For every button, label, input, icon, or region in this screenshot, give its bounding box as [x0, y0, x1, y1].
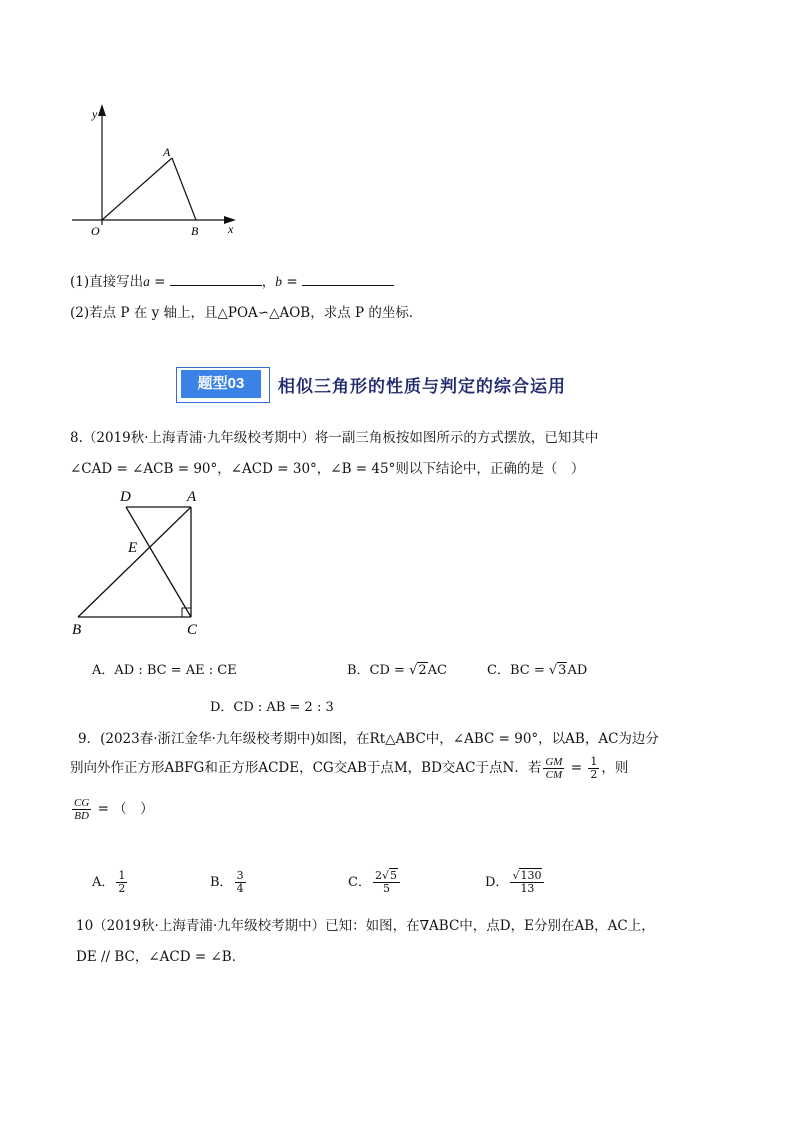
q9-option-c-den: 5 — [382, 882, 390, 895]
section-title: 相似三角形的性质与判定的综合运用 — [278, 377, 566, 397]
q9-option-c-value — [373, 870, 400, 895]
q10-line2: DE // BC，∠ACD = ∠B． — [76, 949, 246, 965]
q9-option-b-value — [235, 870, 246, 895]
q9-option-d-num: √130 — [510, 870, 544, 883]
label-a: A — [187, 489, 197, 505]
q8-line1: 8.（2019秋·上海青浦·九年级校考期中）将一副三角板按如图所示的方式摆放，已知其中 — [70, 430, 599, 446]
label-a: A — [163, 145, 171, 159]
q7-eq-a: = — [149, 274, 170, 290]
q9-option-d-label: D． — [485, 875, 509, 890]
q7-blank-a[interactable] — [170, 273, 262, 286]
q8-triangle-figure — [64, 482, 214, 642]
label-b: B — [191, 224, 199, 238]
section-tag: 题型03 — [181, 370, 261, 398]
q8-option-b-suffix: AC — [427, 663, 448, 678]
q8-option-b-root: 2 — [418, 663, 427, 678]
coordinate-graph — [60, 100, 250, 245]
q7-part1 — [70, 270, 394, 290]
q9-line3 — [70, 797, 154, 822]
q7-eq-b: = — [282, 274, 302, 290]
q9-line2 — [70, 756, 628, 781]
q9-option-b[interactable] — [210, 870, 248, 895]
q7-comma: ， — [261, 274, 276, 290]
segment-dc — [126, 507, 191, 617]
q8-option-a[interactable]: A．AD : BC = AE : CE — [92, 663, 237, 678]
label-y: y — [92, 107, 98, 121]
q9-option-b-num: 3 — [236, 869, 244, 882]
q7-a-var: a — [143, 274, 150, 289]
q9-option-d-value — [510, 870, 544, 895]
q9-option-a-value — [116, 870, 127, 895]
q9-option-a-label: A． — [92, 875, 115, 890]
q9-half — [588, 756, 599, 781]
q9-gm: GM — [545, 756, 563, 768]
q9-bd: BD — [74, 810, 89, 822]
q9-option-b-label: B． — [210, 875, 233, 890]
q9-ask: = （ ） — [93, 801, 154, 817]
q8-option-c-suffix: AD — [567, 663, 588, 678]
q8-option-c-root: 3 — [558, 663, 567, 678]
q7-part2: (2)若点 P 在 y 轴上，且△POA∽△AOB，求点 P 的坐标． — [70, 305, 423, 321]
q9-cg: CG — [74, 797, 90, 809]
q9-option-a-den: 2 — [118, 882, 126, 895]
label-x: x — [228, 222, 234, 236]
q9-option-b-den: 4 — [236, 882, 244, 895]
q9-option-c-num: 2√5 — [373, 870, 400, 883]
q9-option-d[interactable] — [485, 870, 546, 895]
q7-b-var: b — [275, 274, 283, 289]
q9-eq: = — [566, 760, 587, 776]
q9-option-a-num: 1 — [118, 869, 126, 882]
q9-half-num: 1 — [590, 755, 598, 768]
q8-option-c[interactable]: C．BC = √3AD — [487, 663, 588, 678]
q9-option-d-den: 13 — [520, 882, 535, 895]
q9-option-c-root: 5 — [389, 869, 397, 882]
q8-option-d[interactable]: D．CD : AB = 2 : 3 — [210, 700, 334, 715]
label-d: D — [120, 489, 131, 505]
q9-option-d-root: 130 — [520, 869, 542, 882]
y-axis-arrow — [98, 104, 106, 116]
q10-line1: 10（2019秋·上海青浦·九年级校考期中）已知：如图，在∇ABC中，点D，E分别在AB，AC上， — [76, 918, 655, 934]
q8-option-c-prefix: C．BC = — [487, 663, 549, 678]
q9-option-c-coef: 2 — [374, 869, 382, 882]
q9-line2-prefix: 别向外作正方形ABFG和正方形ACDE，CG交AB于点M，BD交AC于点N．若 — [70, 760, 542, 776]
q9-half-den: 2 — [590, 768, 598, 781]
label-c: C — [187, 622, 198, 638]
q8-line2: ∠CAD = ∠ACB = 90°，∠ACD = 30°，∠B = 45°则以下结论中，正确的是（ ） — [70, 461, 585, 477]
q7-part1-prefix: (1)直接写出 — [70, 274, 144, 290]
label-b: B — [72, 622, 82, 638]
q9-line2-suffix: ，则 — [601, 760, 629, 776]
q9-cm: CM — [545, 769, 563, 781]
q7-blank-b[interactable] — [302, 273, 394, 286]
q9-ratio-cg-bd — [72, 797, 91, 822]
label-e: E — [128, 540, 138, 556]
q9-ratio-gm-cm — [543, 756, 564, 781]
q9-option-c[interactable] — [348, 870, 402, 895]
segment-oa — [102, 158, 172, 220]
segment-ba — [78, 507, 191, 617]
q8-option-b[interactable]: B．CD = √2AC — [347, 663, 448, 678]
q9-option-c-label: C． — [348, 875, 371, 890]
q8-option-b-prefix: B．CD = — [347, 663, 410, 678]
segment-ab — [172, 158, 196, 220]
label-o: O — [91, 224, 100, 238]
q9-line1: 9．(2023春·浙江金华·九年级校考期中)如图，在Rt△ABC中，∠ABC = 90°，以AB，AC为边分 — [78, 731, 659, 747]
q9-option-a[interactable] — [92, 870, 129, 895]
